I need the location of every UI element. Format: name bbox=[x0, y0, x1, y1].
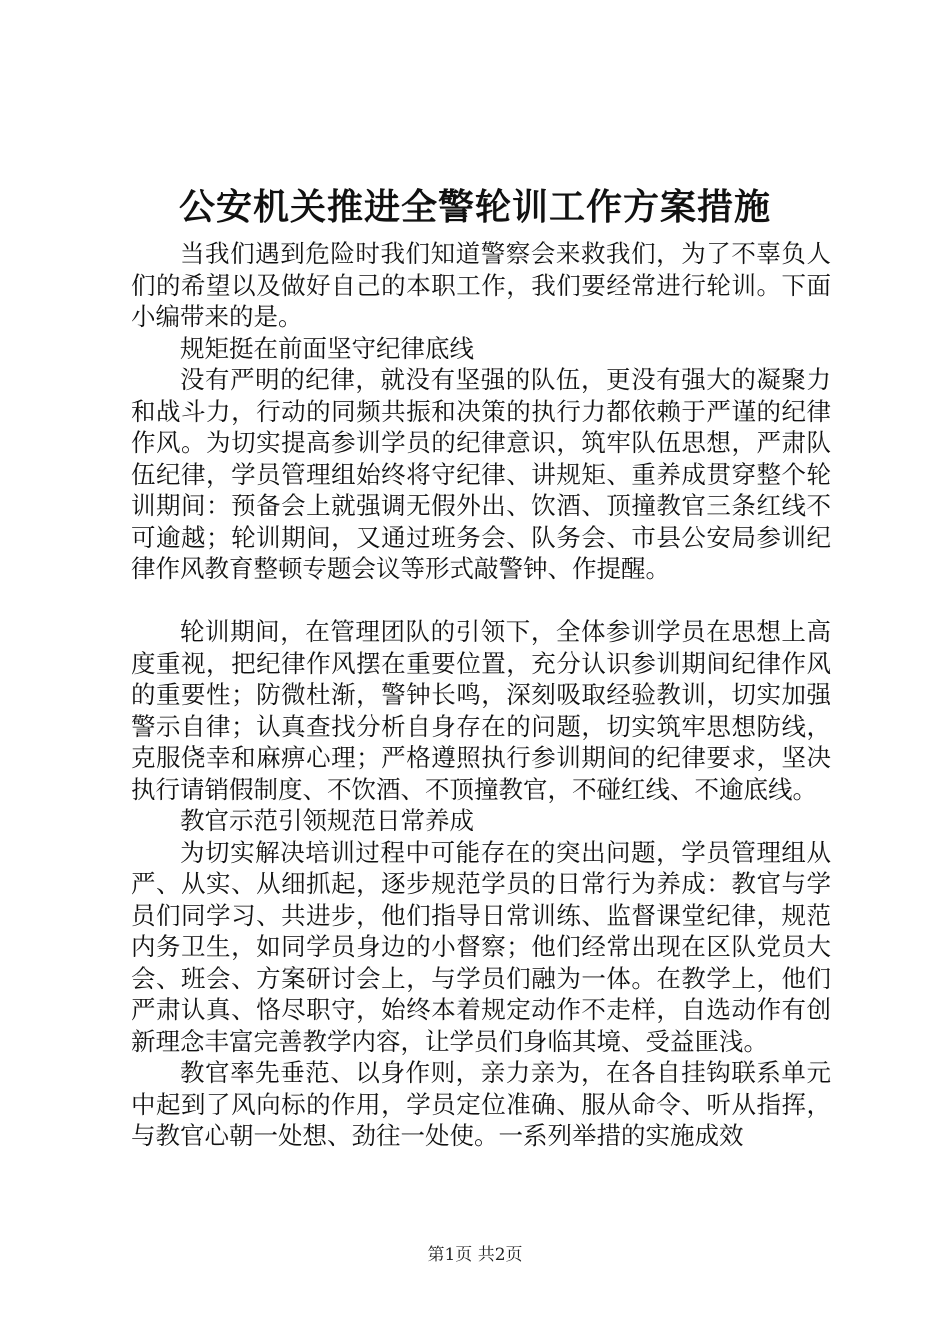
training-period-paragraph: 轮训期间，在管理团队的引领下，全体参训学员在思想上高度重视，把纪律作风摆在重要位置，充分认识参训期间纪律作风的重要性；防微杜渐，警钟长鸣，深刻吸取经验教训，切实加强警示自律；认真查找分析自身存在的问题，切实筑牢思想防线，克服侥幸和麻痹心理；严格遵照执行参训期间的纪律要求，坚决执行请销假制度、不饮酒、不顶撞教官，不碰红线、不逾底线。 bbox=[131, 617, 831, 804]
discipline-paragraph: 没有严明的纪律，就没有坚强的队伍，更没有强大的凝聚力和战斗力，行动的同频共振和决策的执行力都依赖于严谨的纪律作风。为切实提高参训学员的纪律意识，筑牢队伍思想，严肃队伍纪律，学员管理组始终将守纪律、讲规矩、重养成贯穿整个轮训期间：预备会上就强调无假外出、饮酒、顶撞教官三条红线不可逾越；轮训期间，又通过班务会、队务会、市县公安局参训纪律作风教育整顿专题会议等形式敲警钟、作提醒。 bbox=[131, 365, 831, 583]
document-title: 公安机关推进全警轮训工作方案措施 bbox=[178, 186, 771, 228]
intro-paragraph: 当我们遇到危险时我们知道警察会来救我们，为了不辜负人们的希望以及做好自己的本职工作，我们要经常进行轮训。下面小编带来的是。 bbox=[131, 239, 831, 331]
section-heading-discipline: 规矩挺在前面坚守纪律底线 bbox=[180, 333, 474, 363]
document-body bbox=[131, 238, 831, 1152]
section-heading-instructors: 教官示范引领规范日常养成 bbox=[180, 806, 474, 835]
paragraph-spacer bbox=[131, 585, 831, 617]
instructor-example-paragraph: 教官率先垂范、以身作则，亲力亲为，在各自挂钩联系单元中起到了风向标的作用，学员定位准确、服从命令、听从指挥，与教官心朝一处想、劲往一处使。一系列举措的实施成效 bbox=[131, 1058, 831, 1150]
page-number-footer: 第1页 共2页 bbox=[427, 1245, 523, 1265]
daily-habits-paragraph: 为切实解决培训过程中可能存在的突出问题，学员管理组从严、从实、从细抓起，逐步规范学员的日常行为养成：教官与学员们同学习、共进步，他们指导日常训练、监督课堂纪律，规范内务卫生，如同学员身边的小督察；他们经常出现在区队党员大会、班会、方案研讨会上，与学员们融为一体。在教学上，他们严肃认真、恪尽职守，始终本着规定动作不走样，自选动作有创新理念丰富完善教学内容，让学员们身临其境、受益匪浅。 bbox=[131, 837, 831, 1056]
